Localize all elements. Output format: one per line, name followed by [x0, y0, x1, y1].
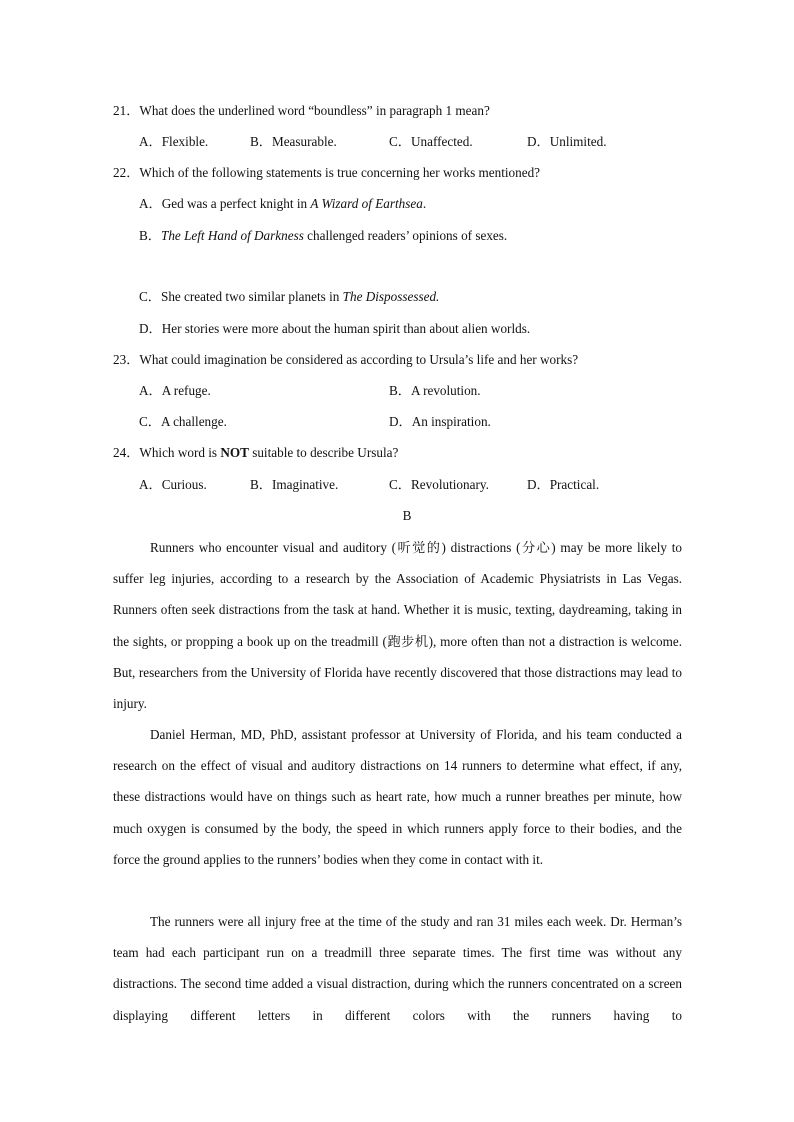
- question-23-stem: 23．What could imagination be considered as according to Ursula’s life and her works?: [113, 352, 579, 367]
- q21-option-c: C．Unaffected.: [389, 134, 473, 149]
- q22-option-d: D．Her stories were more about the human spirit than about alien worlds.: [139, 321, 531, 336]
- question-24-stem: 24．Which word is NOT suitable to describe Ursula?: [113, 445, 399, 460]
- q23-option-c: C．A challenge.: [139, 414, 227, 429]
- q21-option-a: A．Flexible.: [139, 134, 209, 149]
- passage-paragraph-1: Runners who encounter visual and auditory (听觉的) distractions (分心) may be more likely to suffer leg injuries, according to a research by the Association of Academic Physiatrists in Las Vegas. Runners often seek distractions from the task at hand. Whether it is music, texting, daydreaming, taking in the sights, or propping a book up on the treadmill (跑步机), more often than not a distraction is welcome. But, researchers from the University of Florida have recently discovered that those distractions may lead to injury.: [113, 540, 682, 712]
- question-22-stem: 22．Which of the following statements is true concerning her works mentioned?: [113, 165, 541, 180]
- q24-option-a: A．Curious.: [139, 477, 207, 492]
- q24-option-c: C．Revolutionary.: [389, 477, 489, 492]
- passage-paragraph-2: Daniel Herman, MD, PhD, assistant professor at University of Florida, and his team conducted a research on the effect of visual and auditory distractions on 14 runners to determine what effect, if any, these distractions would have on things such as heart rate, how much a runner breathes per minute, how much oxygen is consumed by the body, the speed in which runners apply force to their bodies, and the force the ground applies to the runners’ bodies when they come in contact with it.: [113, 727, 682, 867]
- q23-option-d: D．An inspiration.: [389, 414, 491, 429]
- passage-paragraph-3: The runners were all injury free at the time of the study and ran 31 miles each week. Dr. Herman’s team had each participant run on a treadmill three separate times. The first time was without any distractions. The second time added a visual distraction, during which the runners concentrated on a screen displaying different letters in different colors with the runners having to: [113, 914, 682, 1023]
- q21-option-d: D．Unlimited.: [527, 134, 607, 149]
- question-21-stem: 21．What does the underlined word “boundless” in paragraph 1 mean?: [113, 103, 490, 118]
- q23-option-a: A．A refuge.: [139, 383, 211, 398]
- q23-option-b: B．A revolution.: [389, 383, 481, 398]
- q24-option-b: B．Imaginative.: [250, 477, 339, 492]
- q22-option-a: A．Ged was a perfect knight in A Wizard of Earthsea.: [139, 196, 427, 211]
- q22-option-b: B．The Left Hand of Darkness challenged readers’ opinions of sexes.: [139, 228, 508, 243]
- q22-option-c: C．She created two similar planets in The Dispossessed.: [139, 289, 440, 304]
- section-label: B: [402, 508, 412, 523]
- q24-option-d: D．Practical.: [527, 477, 600, 492]
- q21-option-b: B．Measurable.: [250, 134, 337, 149]
